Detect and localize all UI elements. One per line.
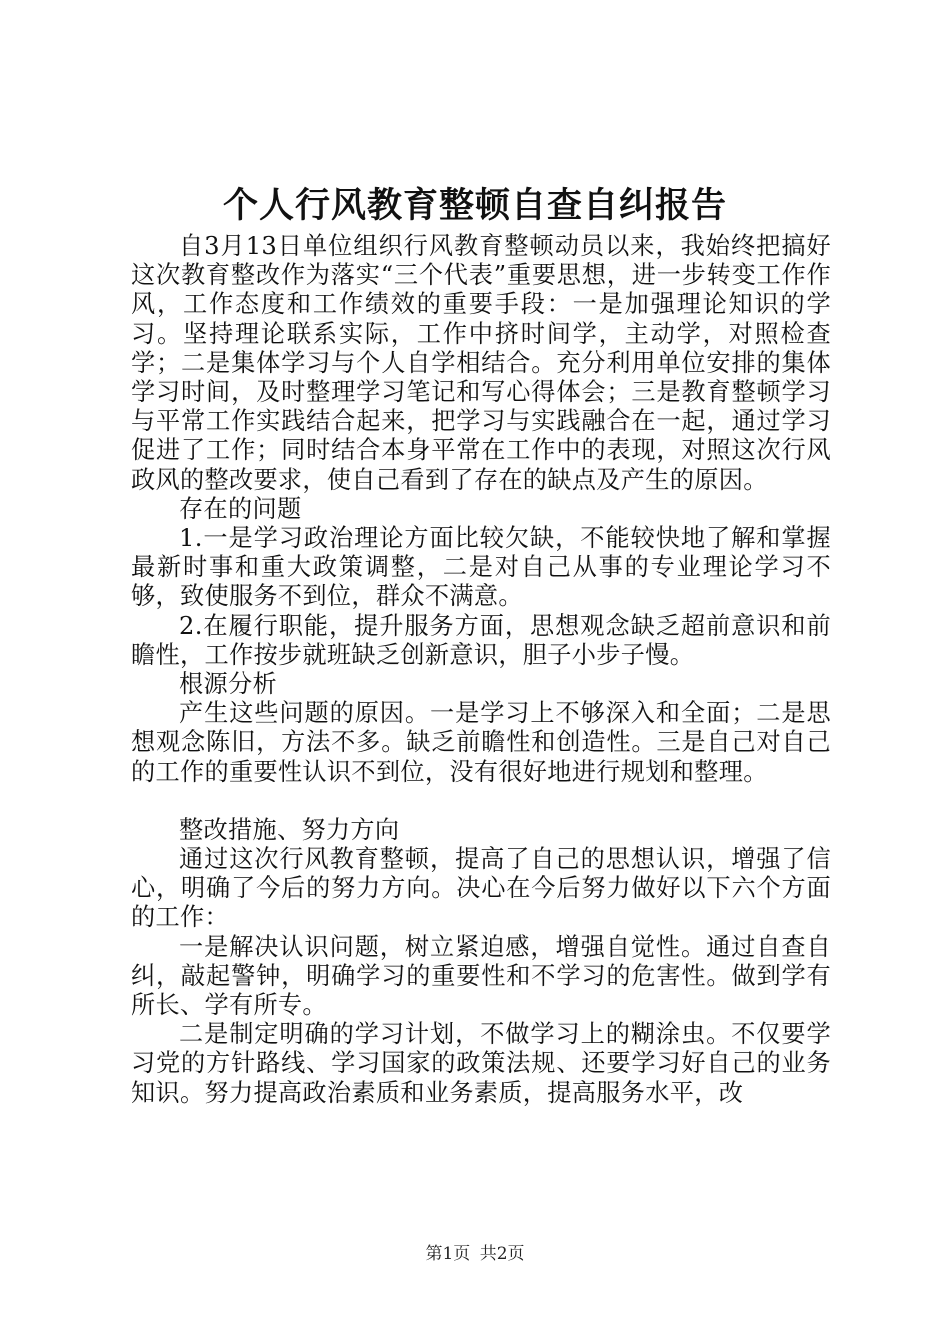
document-body xyxy=(131,232,831,1108)
section-heading-problems: 存在的问题 xyxy=(179,494,302,523)
paragraph-intro: 自3月13日单位组织行风教育整顿动员以来，我始终把搞好这次教育整改作为落实“三个代表”重要思想，进一步转变工作作风，工作态度和工作绩效的重要手段：一是加强理论知识的学习。坚持理论联系实际，工作中挤时间学，主动学，对照检查学；二是集体学习与个人自学相结合。充分利用单位安排的集体学习时间，及时整理学习笔记和写心得体会；三是教育整顿学习与平常工作实践结合起来，把学习与实践融合在一起，通过学习促进了工作；同时结合本身平常在工作中的表现，对照这次行风政风的整改要求，使自己看到了存在的缺点及产生的原因。 xyxy=(131,232,831,494)
paragraph-problem-1: 1.一是学习政治理论方面比较欠缺，不能较快地了解和掌握最新时事和重大政策调整，二是对自己从事的专业理论学习不够，致使服务不到位，群众不满意。 xyxy=(131,524,831,611)
paragraph-measure-2: 二是制定明确的学习计划，不做学习上的糊涂虫。不仅要学习党的方针路线、学习国家的政策法规、还要学习好自己的业务知识。努力提高政治素质和业务素质，提高服务水平，改 xyxy=(131,1020,831,1107)
document-title: 个人行风教育整顿自查自纠报告 xyxy=(222,186,727,226)
section-heading-root-cause: 根源分析 xyxy=(179,670,277,699)
page-total: 共2页 xyxy=(479,1244,525,1264)
page-number: 第1页 xyxy=(425,1244,471,1264)
paragraph-problem-2: 2.在履行职能，提升服务方面，思想观念缺乏超前意识和前瞻性，工作按步就班缺乏创新意识，胆子小步子慢。 xyxy=(131,611,831,669)
section-heading-measures: 整改措施、努力方向 xyxy=(179,815,400,844)
paragraph-measure-1: 一是解决认识问题，树立紧迫感，增强自觉性。通过自查自纠，敲起警钟，明确学习的重要性和不学习的危害性。做到学有所长、学有所专。 xyxy=(131,932,831,1020)
page-footer xyxy=(0,1243,950,1265)
paragraph-measures-intro: 通过这次行风教育整顿，提高了自己的思想认识，增强了信心，明确了今后的努力方向。决心在今后努力做好以下六个方面的工作： xyxy=(131,845,831,932)
paragraph-root-cause: 产生这些问题的原因。一是学习上不够深入和全面；二是思想观念陈旧，方法不多。缺乏前瞻性和创造性。三是自己对自己的工作的重要性认识不到位，没有很好地进行规划和整理。 xyxy=(131,699,831,786)
blank-line xyxy=(131,787,831,816)
